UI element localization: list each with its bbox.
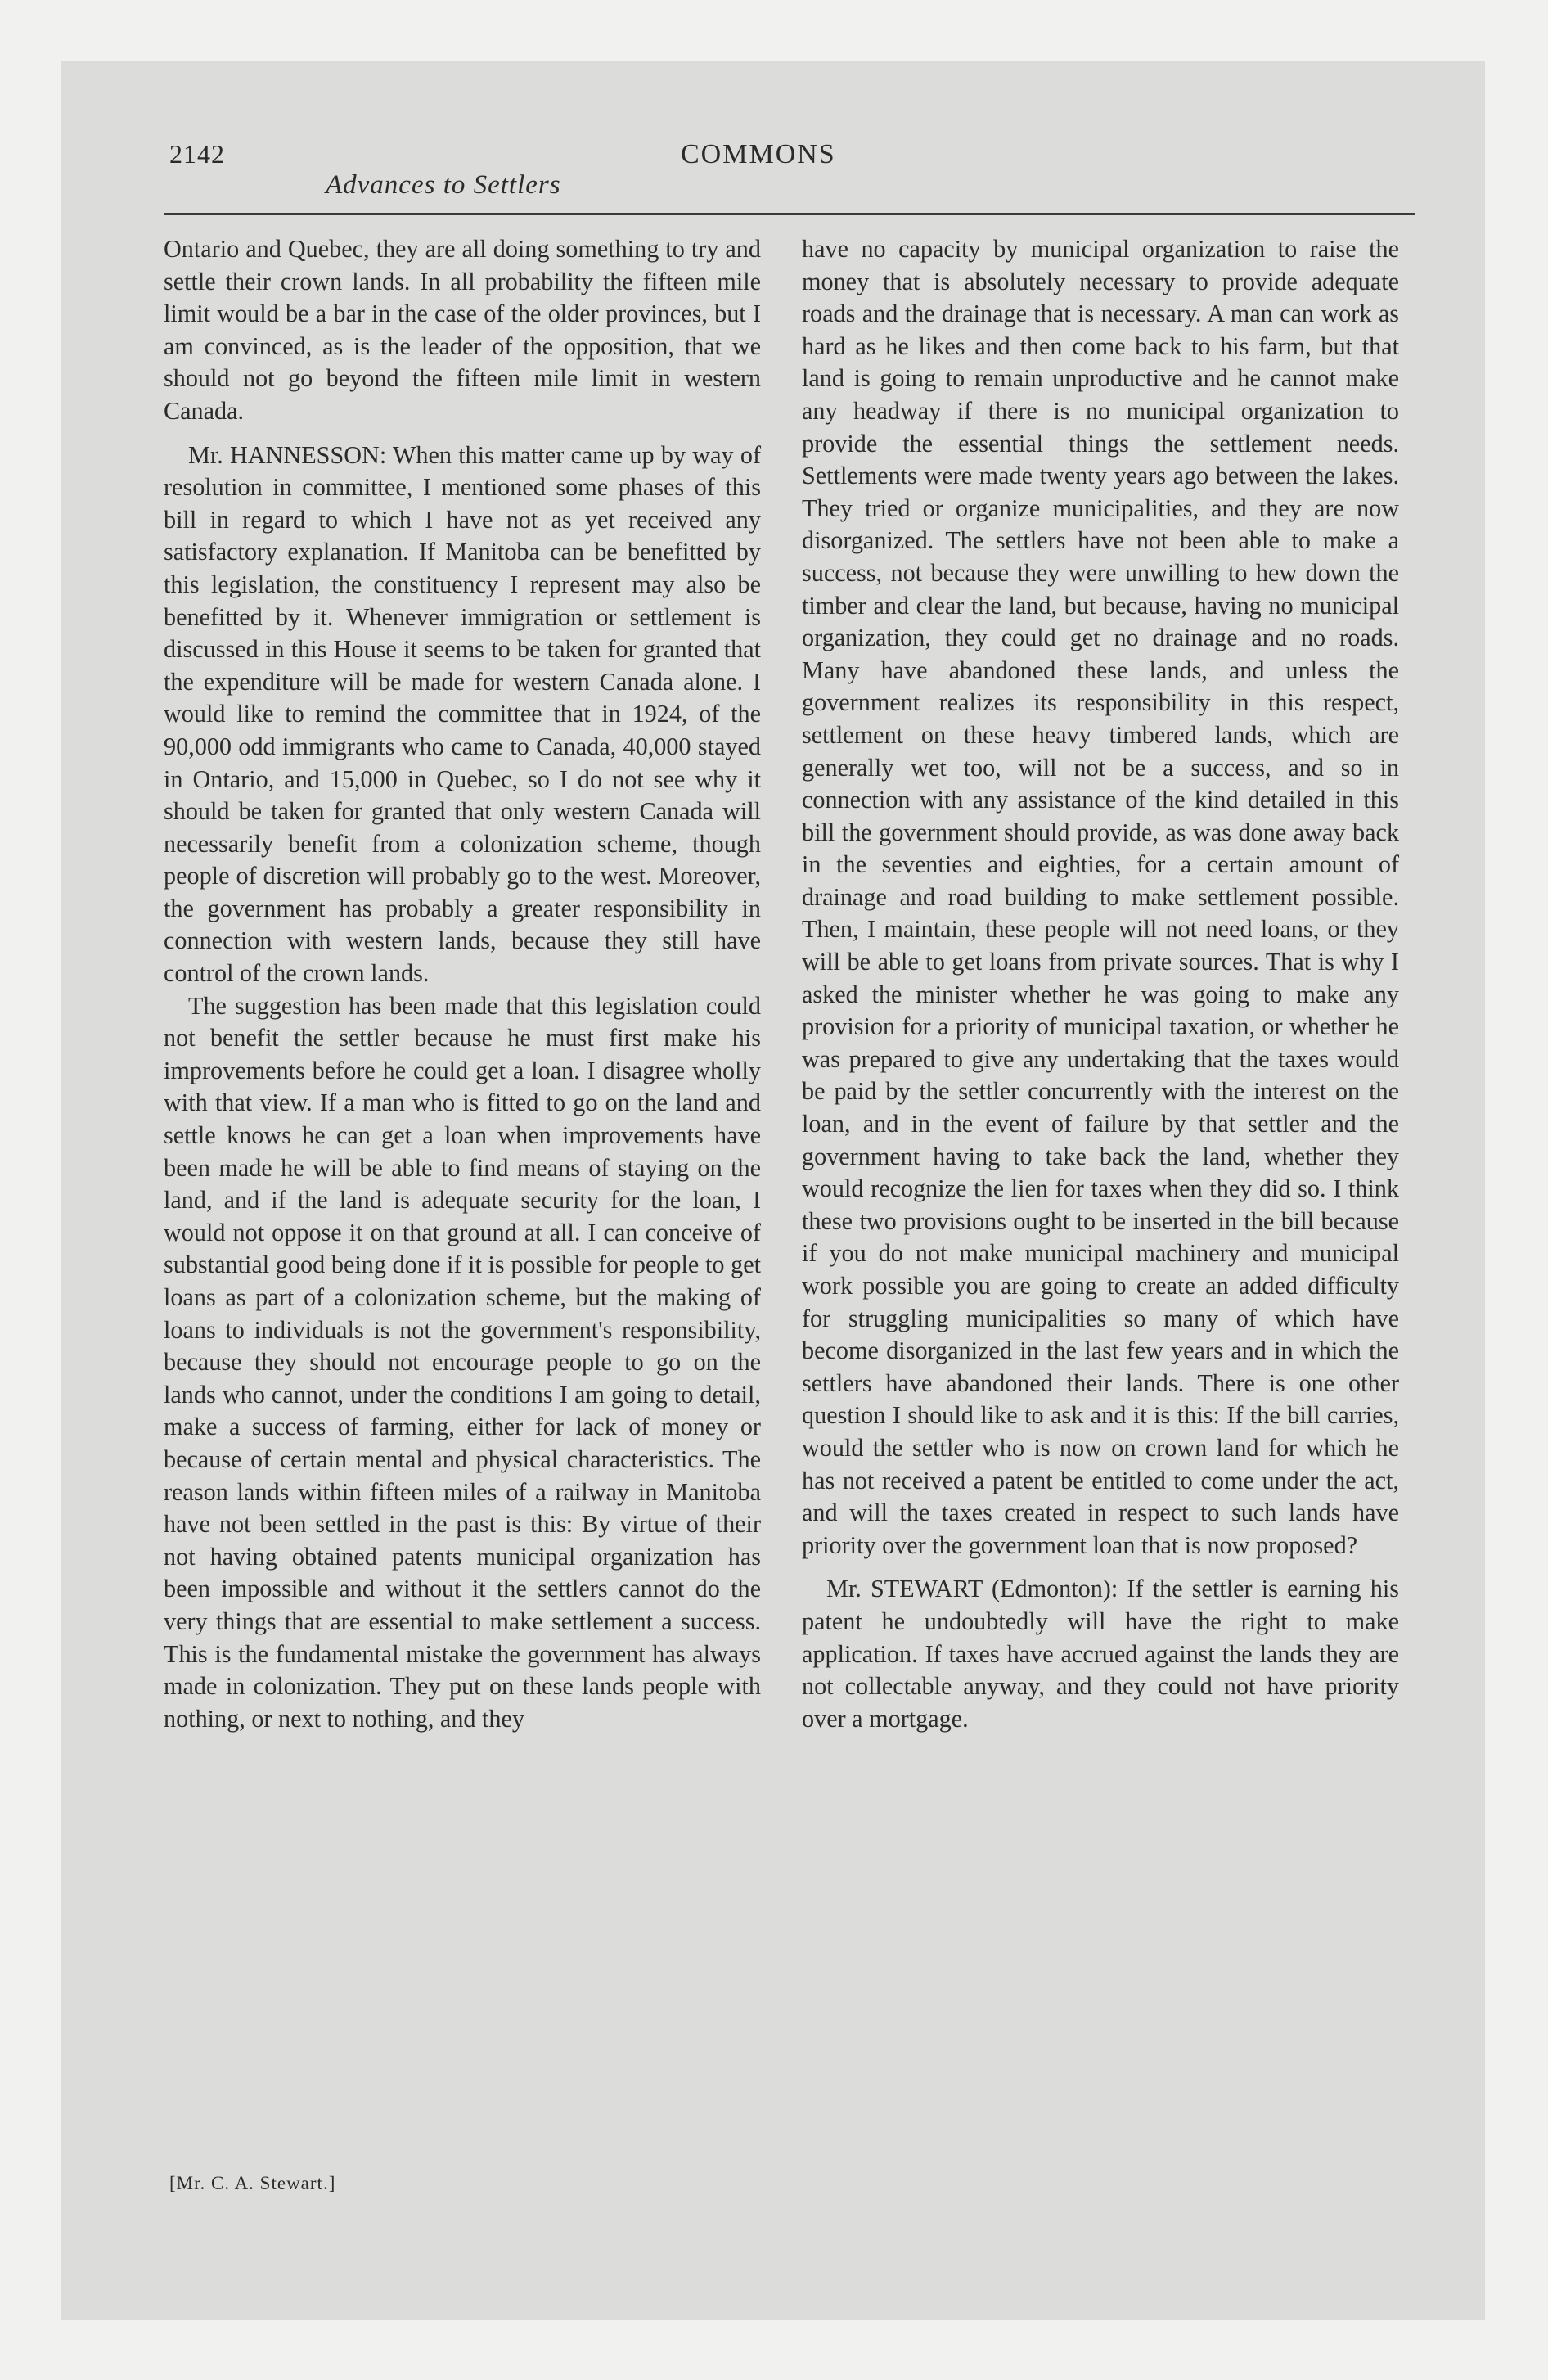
right-paragraph-2: Mr. STEWART (Edmonton): If the settler is earning his patent he undoubtedly will have the right to make application. If taxes have accrued against the lands they are not collectable anyway, and they could not have priority over a mortgage. [802, 1575, 1399, 1733]
section-title: Advances to Settlers [326, 170, 561, 200]
running-head: COMMONS [681, 139, 836, 169]
right-column [802, 233, 1399, 1735]
header-rule [164, 213, 1415, 215]
left-paragraph-1: Ontario and Quebec, they are all doing something to try and settle their crown lands. In all probability the fifteen mile limit would be a bar in the case of the older provinces, but I am convinced, as is the leader of the opposition, that we should not go beyond the fifteen mile limit in western Canada. [164, 235, 761, 425]
left-column [164, 233, 761, 1735]
left-paragraph-2: Mr. HANNESSON: When this matter came up by way of resolution in committee, I mentioned some phases of this bill in regard to which I have not as yet received any satisfactory explanation. If Manitoba can be benefitted by this legislation, the constituency I represent may also be benefitted by it. Whenever immigration or settlement is discussed in this House it seems to be taken for granted that the expenditure will be made for western Canada alone. I would like to remind the committee that in 1924, of the 90,000 odd immigrants who came to Canada, 40,000 stayed in Ontario, and 15,000 in Quebec, so I do not see why it should be taken for granted that only western Canada will necessarily benefit from a colonization scheme, though people of discretion will probably go to the west. Moreover, the government has probably a greater responsibility in connection with western lands, because they still have control of the crown lands. [164, 440, 761, 988]
speaker-note: [Mr. C. A. Stewart.] [169, 2173, 336, 2193]
right-paragraph-1: have no capacity by municipal organization to raise the money that is absolutely necessary to provide adequate roads and the drainage that is necessary. A man can work as hard as he likes and then come back to his farm, but that land is going to remain unproductive and he cannot make any headway if there is no municipal organization to provide the essential things the settlement needs. Settlements were made twenty years ago between the lakes. They tried or organize municipalities, and they are now disorganized. The settlers have not been able to make a success, not because they were unwilling to hew down the timber and clear the land, but because, having no municipal organization, they could get no drainage and no roads. Many have abandoned these lands, and unless the government realizes its responsibility in this respect, settlement on these heavy timbered lands, which are generally wet too, will not be a success, and so in connection with any assistance of the kind detailed in this bill the government should provide, as was done away back in the seventies and eighties, for a certain amount of drainage and road building to make settlement possible. Then, I maintain, these people will not need loans, or they will be able to get loans from private sources. That is why I asked the minister whether he was going to make any provision for a priority of municipal taxation, or whether he was prepared to give any undertaking that the taxes would be paid by the settler concurrently with the interest on the loan, and in the event of failure by that settler and the government having to take back the land, whether they would recognize the lien for taxes when they did so. I think these two provisions ought to be inserted in the bill because if you do not make municipal machinery and municipal work possible you are going to create an added difficulty for struggling municipalities so many of which have become disorganized in the last few years and in which the settlers have abandoned their lands. There is one other question I should like to ask and it is this: If the bill carries, would the settler who is now on crown land for which he has not received a patent be entitled to come under the act, and will the taxes created in respect to such lands have priority over the government loan that is now proposed? [802, 235, 1399, 1559]
page-number: 2142 [169, 139, 225, 169]
left-paragraph-3: The suggestion has been made that this legislation could not benefit the settler because he must first make his improvements before he could get a loan. I disagree wholly with that view. If a man who is fitted to go on the land and settle knows he can get a loan when improvements have been made he will be able to find means of staying on the land, and if the land is adequate security for the loan, I would not oppose it on that ground at all. I can conceive of substantial good being done if it is possible for people to get loans as part of a colonization scheme, but the making of loans to individuals is not the government's responsibility, because they should not encourage people to go on the lands who cannot, under the conditions I am going to detail, make a success of farming, either for lack of money or because of certain mental and physical characteristics. The reason lands within fifteen miles of a railway in Manitoba have not been settled in the past is this: By virtue of their not having obtained patents municipal organization has been impossible and without it the settlers cannot do the very things that are essential to make settlement a success. This is the fundamental mistake the government has always made in colonization. They put on these lands people with nothing, or next to nothing, and they [164, 991, 761, 1733]
